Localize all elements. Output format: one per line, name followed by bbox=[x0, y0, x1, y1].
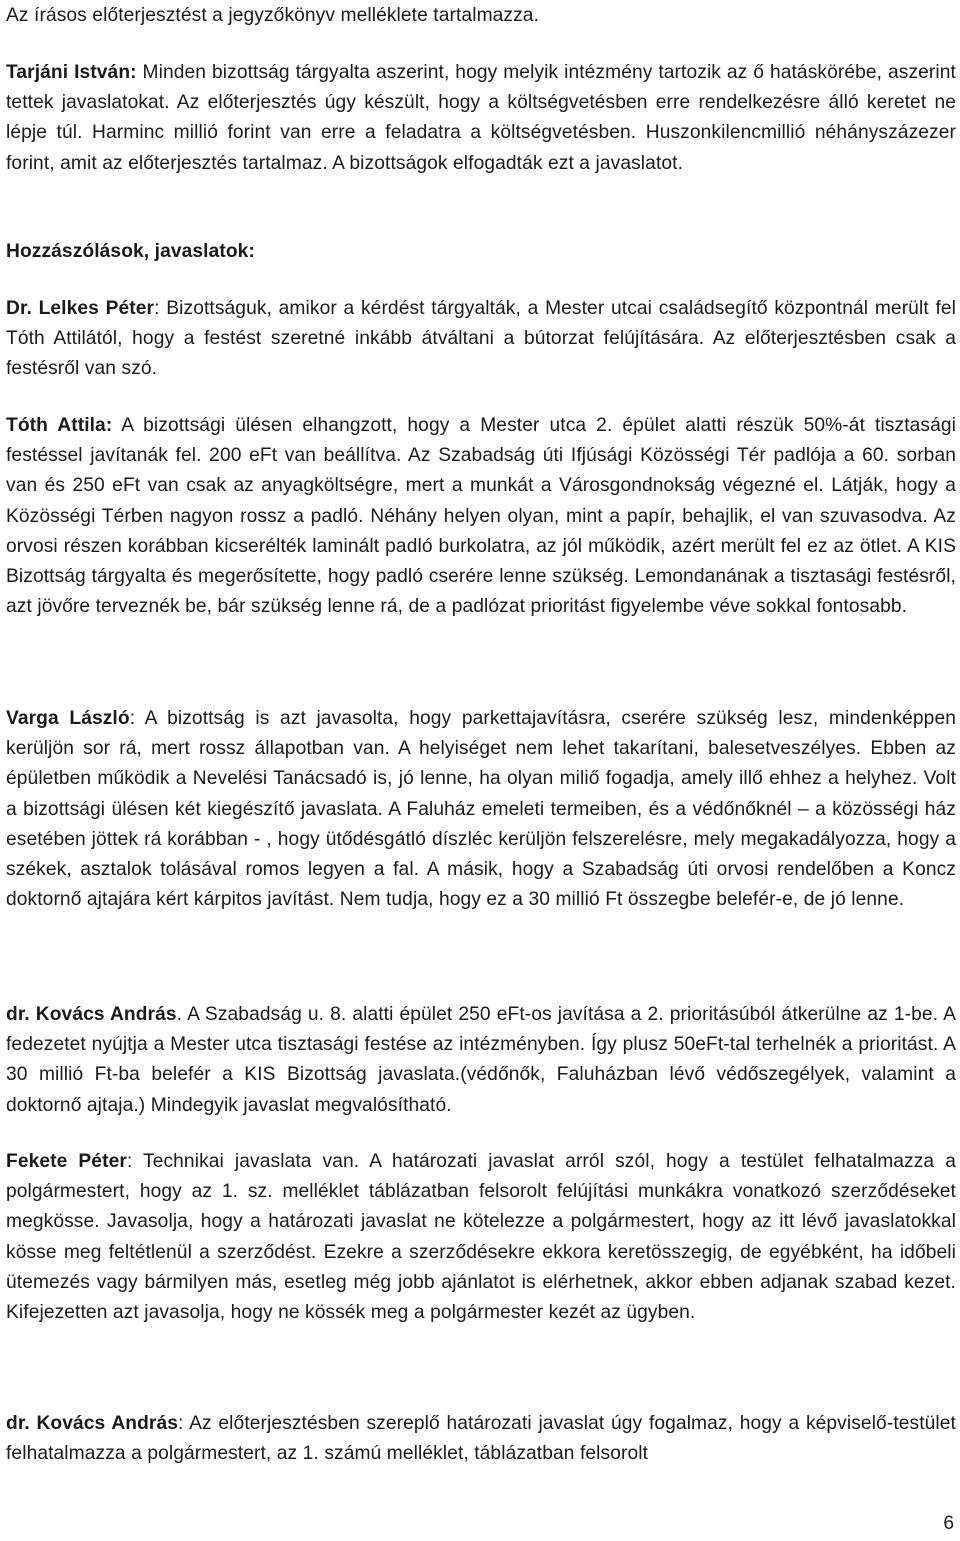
paragraph-tarjani bbox=[6, 58, 956, 179]
speaker-name: Varga László bbox=[6, 708, 130, 729]
speaker-name: Tóth Attila: bbox=[6, 415, 113, 436]
paragraph-text: A bizottsági ülésen elhangzott, hogy a Mester utca 2. épület alatti részük 50%-át tisztasági festéssel javítanák fel. 200 eFt van beállítva. Az Szabadság úti Ifjúsági Közösségi Tér padlója a 60. sorban van és 250 eFt van csak az anyagköltségre, mert a munkát a Városgondnokság végezné el. Látják, hogy a Közösségi Térben nagyon rossz a padló. Néhány helyen olyan, mint a papír, behajlik, el van szuvasodva. Az orvosi részen korábban kicserélték laminált padló burkolatra, az jól működik, azért merült fel ez az ötlet. A KIS Bizottság tárgyalta és megerősítette, hogy padló cserére lenne szükség. Lemondanának a tisztasági festésről, azt jövőre terveznék be, bár szükség lenne rá, de a padlózat prioritást figyelembe véve sokkal fontosabb. bbox=[6, 415, 957, 618]
paragraph-toth bbox=[6, 411, 956, 622]
paragraph-varga bbox=[6, 704, 956, 915]
paragraph-text: : Bizottságuk, amikor a kérdést tárgyalták, a Mester utcai családsegítő központnál merült fel Tóth Attilától, hogy a festést szeretné inkább átváltani a bútorzat felújítására. Az előterjesztésben csak a festésről van szó. bbox=[6, 298, 957, 380]
paragraph-text: Minden bizottság tárgyalta aszerint, hogy melyik intézmény tartozik az ő hatáskörébe, aszerint tettek javaslatokat. Az előterjesztés úgy készült, hogy a költségvetésben erre rendelkezésre álló keretet ne lépje túl. Harminc millió forint van erre a feladatra a költségvetésben. Huszonkilencmillió néhányszázezer forint, amit az előterjesztés tartalmaz. A bizottságok elfogadták ezt a javaslatot. bbox=[6, 62, 956, 174]
speaker-name: dr. Kovács András bbox=[6, 1413, 179, 1434]
paragraph-lelkes bbox=[6, 294, 956, 385]
paragraph-kovacs-2 bbox=[6, 1409, 956, 1469]
speaker-name: Tarjáni István: bbox=[6, 62, 137, 83]
paragraph-text: : A bizottság is azt javasolta, hogy parkettajavításra, cserére szükség lesz, mindenképpen kerüljön sor rá, mert rossz állapotban van. A helyiséget nem lehet takarítani, balesetveszélyes. Ebben az épületben működik a Nevelési Tanácsadó is, jó lenne, ha olyan miliő fogadja, amely illő ehhez a helyhez. Volt a bizottsági ülésen két kiegészítő javaslata. A Faluház emeleti termeiben, és a védőnőknél – a közösségi ház esetében jöttek rá korábban - , hogy ütődésgátló díszléc kerüljön felszerelésre, mely megakadályozza, hogy a székek, asztalok tolásával romos legyen a fal. A másik, hogy a Szabadság úti orvosi rendelőben a Koncz doktornő ajtajára kért kárpitos javítást. Nem tudja, hogy ez a 30 millió Ft összegbe belefér-e, de jó lenne. bbox=[6, 708, 956, 911]
page-number: 6 bbox=[943, 1513, 954, 1534]
paragraph-text: : Az előterjesztésben szereplő határozati javaslat úgy fogalmaz, hogy a képviselő-testület felhatalmazza a polgármestert, az 1. számú melléklet, táblázatban felsorolt bbox=[6, 1413, 956, 1465]
speaker-name: Dr. Lelkes Péter bbox=[6, 298, 155, 319]
intro-paragraph bbox=[6, 1, 956, 31]
paragraph-kovacs-1 bbox=[6, 1000, 956, 1121]
paragraph-text: . A Szabadság u. 8. alatti épület 250 eFt-os javítása a 2. prioritásúból átkerülne az 1-be. A fedezetet nyújtja a Mester utca tisztasági festése az intézményben. Így plusz 50eFt-tal terhelnék a prioritást. A 30 millió Ft-ba belefér a KIS Bizottság javaslata.(védőnők, Faluházban lévő védőszegélyek, valamint a doktornő ajtaja.) Mindegyik javaslat megvalósítható. bbox=[6, 1004, 956, 1116]
speaker-name: Fekete Péter bbox=[6, 1151, 127, 1172]
intro-text: Az írásos előterjesztést a jegyzőkönyv melléklete tartalmazza. bbox=[6, 5, 540, 26]
speaker-name: dr. Kovács András bbox=[6, 1004, 177, 1025]
paragraph-fekete bbox=[6, 1147, 956, 1328]
section-heading: Hozzászólások, javaslatok: bbox=[6, 241, 255, 262]
paragraph-text: : Technikai javaslata van. A határozati javaslat arról szól, hogy a testület felhatalmazza a polgármestert, hogy az 1. sz. melléklet táblázatban felsorolt felújítási munkákra vonatkozó szerződéseket megkösse. Javasolja, hogy a határozati javaslat ne kötelezze a polgármestert, hogy az itt lévő javaslatokkal kösse meg feltétlenül a szerződést. Ezekre a szerződésekre ekkora keretösszegig, de egyébként, ha időbeli ütemezés vagy bármilyen más, esetleg még jobb ajánlatot is elérhetnek, akkor ebben adjanak szabad kezet. Kifejezetten azt javasolja, hogy ne kössék meg a polgármester kezét az ügyben. bbox=[6, 1151, 956, 1324]
